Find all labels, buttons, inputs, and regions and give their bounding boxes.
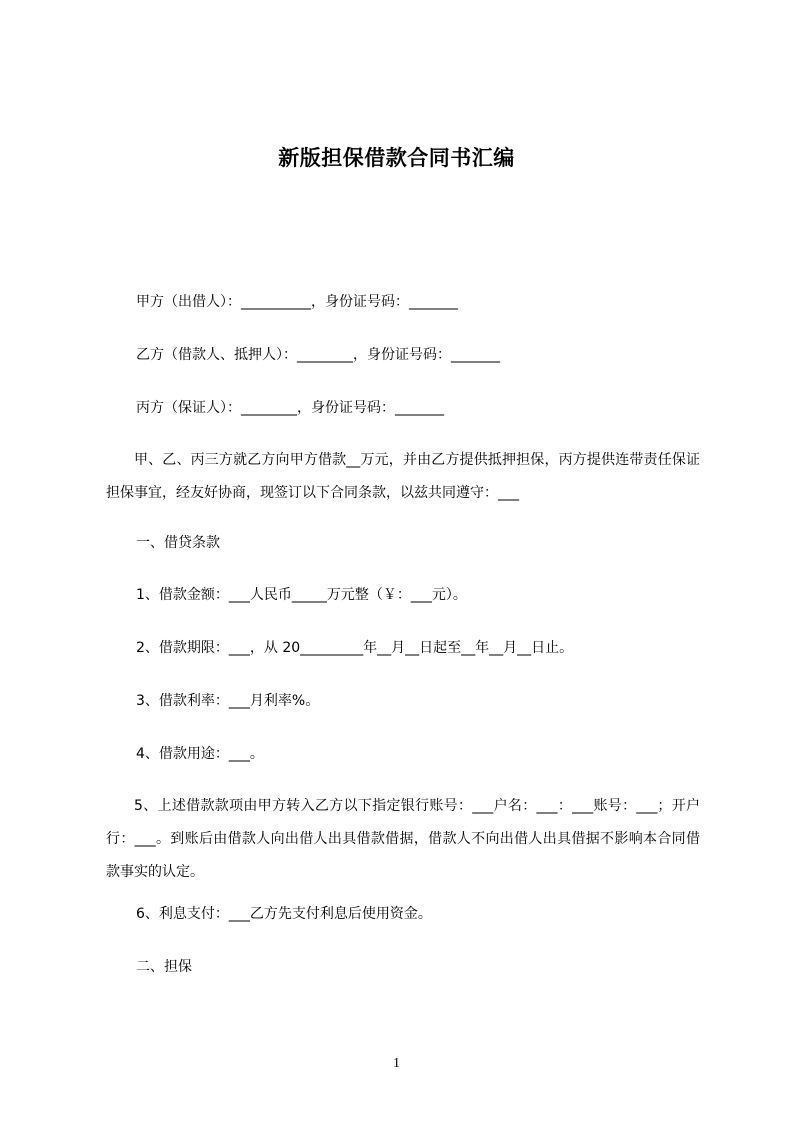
party-b-line: 乙方（借款人、抵押人）：________，身份证号码：_______ — [136, 347, 500, 363]
clause-loan-amount: 1、借款金额：___人民币_____万元整（￥：___元）。 — [136, 587, 467, 603]
clause-interest-payment: 6、利息支付：___乙方先支付利息后使用资金。 — [136, 906, 432, 922]
party-a-line: 甲方（出借人）：__________，身份证号码：_______ — [136, 294, 458, 310]
document-title: 新版担保借款合同书汇编 — [278, 146, 515, 170]
section-heading-loan-terms: 一、借贷条款 — [136, 535, 220, 551]
clause-interest-rate: 3、借款利率：___月利率%。 — [136, 693, 320, 709]
clause-loan-term: 2、借款期限：___，从 20_________年__月__日起至__年__月__日止。 — [136, 640, 574, 656]
clause-bank-transfer: 5、上述借款款项由甲方转入乙方以下指定银行账号：___户名：___：___账号：___；开户行：___。到账后由借款人向出借人出具借款借据，借款人不向出借人出具借据不影响本合同借款事实的认定。 — [106, 798, 700, 880]
clause-loan-purpose: 4、借款用途：___。 — [136, 746, 264, 762]
section-heading-guarantee: 二、担保 — [136, 959, 192, 975]
intro-paragraph: 甲、乙、丙三方就乙方向甲方借款__万元，并由乙方提供抵押担保，丙方提供连带责任保证担保事宜，经友好协商，现签订以下合同条款，以兹共同遵守：___ — [106, 452, 700, 501]
party-c-line: 丙方（保证人）：________，身份证号码：_______ — [136, 400, 444, 416]
page-number: 1 — [393, 1056, 400, 1071]
